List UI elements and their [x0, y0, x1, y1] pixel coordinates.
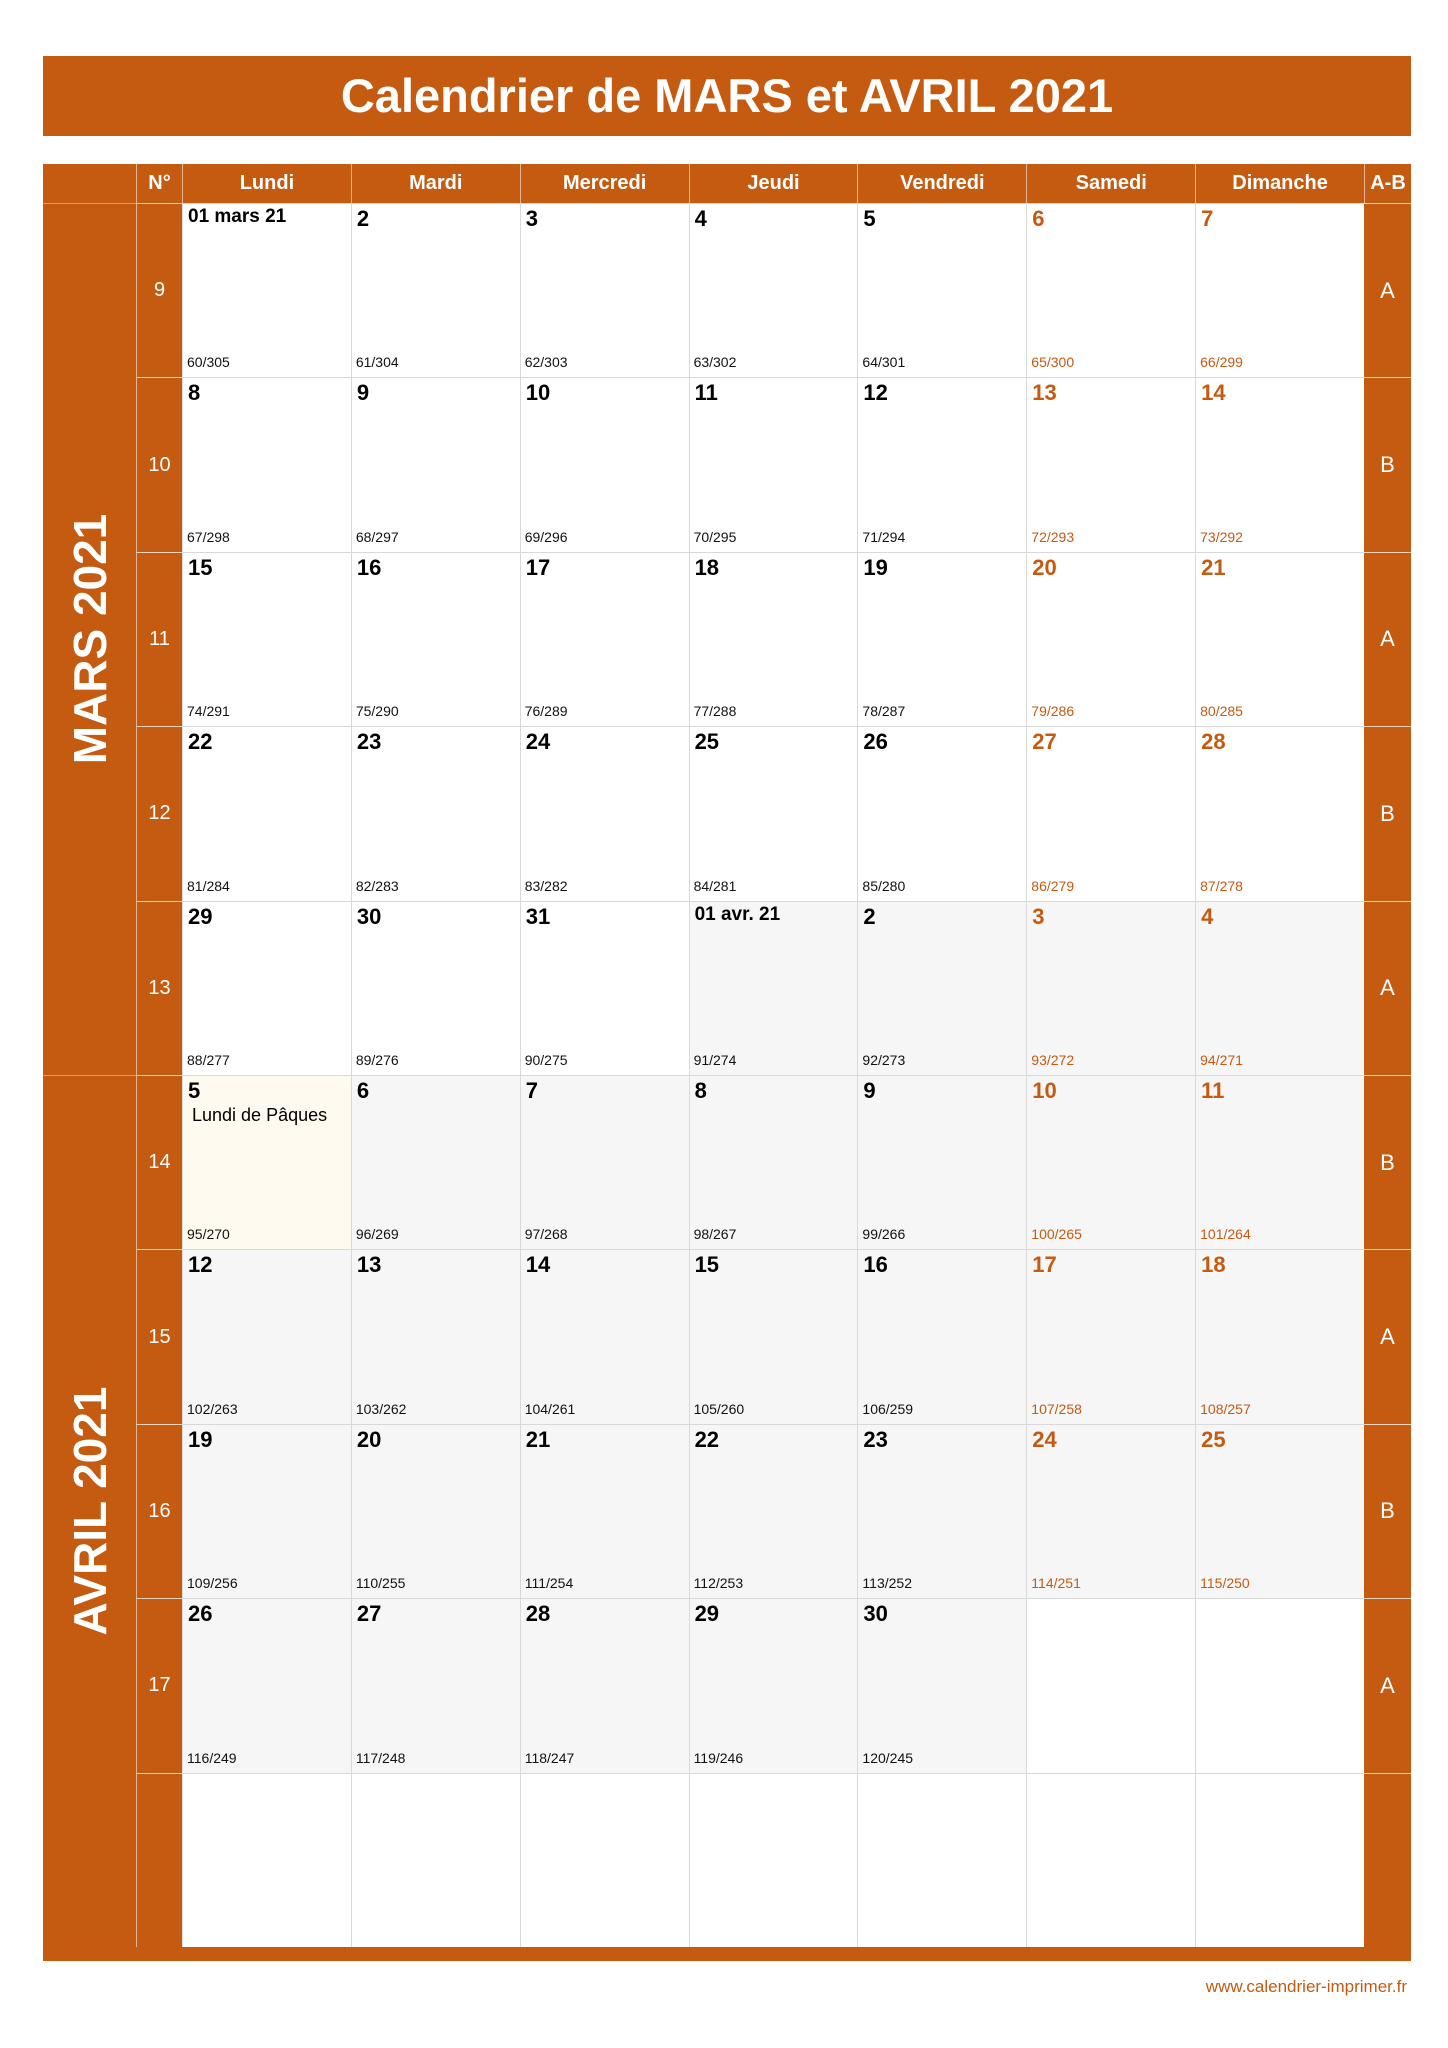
day-of-year-label: 81/284 — [187, 877, 230, 894]
day-cell-empty — [351, 1773, 520, 1947]
day-cell — [1026, 552, 1195, 726]
day-cell — [520, 1249, 689, 1423]
day-of-year-label: 63/302 — [693, 354, 737, 371]
day-of-year-label: 68/297 — [355, 528, 399, 545]
day-cell — [689, 1424, 858, 1598]
day-cell — [857, 1598, 1026, 1772]
day-of-year-label: 109/256 — [187, 1575, 238, 1592]
day-number: 6 — [356, 1077, 370, 1103]
day-of-year-label: 118/247 — [524, 1749, 575, 1766]
day-number: 10 — [525, 380, 551, 406]
day-cell — [1026, 901, 1195, 1075]
day-number: 14 — [1201, 380, 1226, 406]
day-of-year-label: 104/261 — [524, 1400, 576, 1417]
day-number: 20 — [356, 1426, 382, 1452]
header-mardi: Mardi — [351, 164, 520, 203]
day-number: 16 — [863, 1252, 888, 1278]
header-week-number: N° — [136, 164, 182, 203]
month-block-avril — [43, 1075, 136, 1947]
day-cell — [689, 1075, 858, 1249]
day-of-year-label: 72/293 — [1031, 528, 1075, 545]
bottom-strip — [43, 1947, 1411, 1961]
month-label: AVRIL 2021 — [63, 1387, 116, 1636]
day-number: 12 — [188, 1252, 213, 1278]
week-number: 10 — [136, 377, 182, 551]
day-of-year-label: 75/290 — [355, 703, 399, 720]
day-of-year-label: 85/280 — [862, 877, 906, 894]
day-cell — [857, 552, 1026, 726]
day-cell — [520, 726, 689, 900]
day-cell — [857, 1249, 1026, 1423]
day-of-year-label: 96/269 — [355, 1226, 399, 1243]
week-ab-label: A — [1364, 203, 1411, 377]
day-number: 4 — [1201, 903, 1214, 929]
day-number: 25 — [694, 729, 720, 755]
day-cell-empty — [520, 1773, 689, 1947]
day-number: 25 — [1201, 1426, 1226, 1452]
day-of-year-label: 83/282 — [524, 877, 568, 894]
day-of-year-label: 66/299 — [1200, 354, 1243, 371]
day-of-year-label: 102/263 — [187, 1400, 238, 1417]
week-ab-label: B — [1364, 1075, 1411, 1249]
day-cell — [351, 1598, 520, 1772]
day-cell — [1195, 377, 1364, 551]
day-of-year-label: 114/251 — [1031, 1575, 1081, 1592]
week-number: 17 — [136, 1598, 182, 1772]
day-number: 21 — [1201, 554, 1226, 580]
holiday-label: Lundi de Pâques — [192, 1104, 328, 1125]
day-of-year-label: 87/278 — [1200, 877, 1243, 894]
day-of-year-label: 62/303 — [524, 354, 568, 371]
day-of-year-label: 93/272 — [1031, 1051, 1075, 1068]
day-of-year-label: 91/274 — [693, 1051, 737, 1068]
day-cell — [1026, 1249, 1195, 1423]
footer-url: www.calendrier-imprimer.fr — [1205, 1977, 1407, 1996]
month-label: MARS 2021 — [63, 514, 116, 765]
day-cell — [182, 726, 351, 900]
day-number: 31 — [525, 903, 551, 929]
day-cell — [1195, 1249, 1364, 1423]
day-of-year-label: 74/291 — [187, 703, 230, 720]
day-cell-empty — [689, 1773, 858, 1947]
day-cell — [1026, 726, 1195, 900]
day-number: 14 — [525, 1252, 551, 1278]
day-cell — [182, 377, 351, 551]
day-number: 29 — [694, 1601, 720, 1627]
day-number: 15 — [188, 554, 213, 580]
header-dimanche: Dimanche — [1195, 164, 1364, 203]
day-of-year-label: 111/254 — [524, 1575, 574, 1592]
week-ab-label: A — [1364, 552, 1411, 726]
header-corner — [43, 164, 136, 203]
day-of-year-label: 106/259 — [862, 1400, 914, 1417]
day-cell — [1195, 552, 1364, 726]
day-number: 5 — [188, 1077, 201, 1103]
week-number: 13 — [136, 901, 182, 1075]
week-ab-label-empty — [1364, 1773, 1411, 1947]
day-number: 28 — [1201, 729, 1226, 755]
day-of-year-label: 60/305 — [187, 354, 230, 371]
calendar-grid — [43, 164, 1411, 1947]
day-number: 17 — [1032, 1252, 1057, 1278]
day-number: 18 — [694, 554, 720, 580]
day-of-year-label: 92/273 — [862, 1051, 906, 1068]
day-of-year-label: 98/267 — [693, 1226, 737, 1243]
day-number: 11 — [694, 380, 718, 406]
day-cell — [520, 552, 689, 726]
day-cell-empty — [857, 1773, 1026, 1947]
day-of-year-label: 101/264 — [1200, 1226, 1251, 1243]
day-cell — [182, 552, 351, 726]
day-number: 28 — [525, 1601, 551, 1627]
day-number: 3 — [1032, 903, 1045, 929]
week-number: 9 — [136, 203, 182, 377]
day-cell — [857, 726, 1026, 900]
day-cell-empty — [1195, 1773, 1364, 1947]
day-of-year-label: 117/248 — [355, 1749, 406, 1766]
day-number: 27 — [1032, 729, 1057, 755]
day-cell-empty — [182, 1773, 351, 1947]
day-cell — [520, 377, 689, 551]
week-ab-label: B — [1364, 726, 1411, 900]
week-ab-label: B — [1364, 377, 1411, 551]
day-of-year-label: 69/296 — [524, 528, 568, 545]
day-of-year-label: 107/258 — [1031, 1400, 1082, 1417]
week-number-empty — [136, 1773, 182, 1947]
day-cell — [520, 1424, 689, 1598]
day-of-year-label: 90/275 — [524, 1051, 568, 1068]
day-cell — [689, 901, 858, 1075]
day-of-year-label: 113/252 — [862, 1575, 912, 1592]
day-of-year-label: 89/276 — [355, 1051, 399, 1068]
day-number: 22 — [694, 1426, 720, 1452]
day-cell — [182, 1249, 351, 1423]
day-of-year-label: 73/292 — [1200, 528, 1243, 545]
day-number: 12 — [863, 380, 888, 406]
day-cell — [689, 552, 858, 726]
day-of-year-label: 105/260 — [693, 1400, 745, 1417]
week-number: 15 — [136, 1249, 182, 1423]
day-cell — [351, 901, 520, 1075]
day-of-year-label: 94/271 — [1200, 1051, 1243, 1068]
day-of-year-label: 64/301 — [862, 354, 906, 371]
month-block-mars — [43, 203, 136, 1075]
day-number: 18 — [1201, 1252, 1226, 1278]
day-of-year-label: 78/287 — [862, 703, 906, 720]
week-ab-label: A — [1364, 1249, 1411, 1423]
day-number: 7 — [525, 1077, 538, 1103]
day-of-year-label: 71/294 — [862, 528, 906, 545]
day-of-year-label: 77/288 — [693, 703, 737, 720]
day-of-year-label: 67/298 — [187, 528, 230, 545]
week-ab-label: B — [1364, 1424, 1411, 1598]
day-cell — [1195, 1424, 1364, 1598]
day-number: 20 — [1032, 554, 1057, 580]
day-cell — [1026, 377, 1195, 551]
day-of-year-label: 120/245 — [862, 1749, 914, 1766]
day-number: 01 avr. 21 — [694, 903, 781, 925]
day-number: 16 — [356, 554, 382, 580]
day-cell — [689, 377, 858, 551]
day-cell — [351, 1424, 520, 1598]
header-vendredi: Vendredi — [857, 164, 1026, 203]
day-cell — [520, 901, 689, 1075]
day-number: 5 — [863, 206, 876, 231]
week-number: 14 — [136, 1075, 182, 1249]
header-samedi: Samedi — [1026, 164, 1195, 203]
day-cell — [857, 377, 1026, 551]
day-number: 19 — [863, 554, 888, 580]
day-number: 7 — [1201, 206, 1214, 231]
day-cell — [857, 1075, 1026, 1249]
day-cell — [182, 203, 351, 377]
day-number: 9 — [863, 1077, 876, 1103]
day-of-year-label: 80/285 — [1200, 703, 1243, 720]
day-of-year-label: 103/262 — [355, 1400, 407, 1417]
day-cell — [351, 726, 520, 900]
day-number: 13 — [1032, 380, 1057, 406]
day-cell — [351, 552, 520, 726]
day-of-year-label: 70/295 — [693, 528, 737, 545]
day-cell — [182, 1424, 351, 1598]
week-number: 16 — [136, 1424, 182, 1598]
day-of-year-label: 82/283 — [355, 877, 399, 894]
day-cell — [1026, 1424, 1195, 1598]
day-number: 13 — [356, 1252, 382, 1278]
day-cell — [520, 203, 689, 377]
day-of-year-label: 110/255 — [355, 1575, 406, 1592]
day-cell — [351, 1075, 520, 1249]
day-number: 19 — [188, 1426, 213, 1452]
day-cell — [689, 1249, 858, 1423]
day-number: 24 — [1032, 1426, 1057, 1452]
day-of-year-label: 61/304 — [355, 354, 399, 371]
day-cell-empty — [1026, 1773, 1195, 1947]
week-ab-label: A — [1364, 1598, 1411, 1772]
day-number: 24 — [525, 729, 551, 755]
day-number: 29 — [188, 903, 213, 929]
day-number: 9 — [356, 380, 370, 406]
day-number: 11 — [1201, 1077, 1225, 1103]
day-number: 23 — [356, 729, 382, 755]
day-number: 3 — [525, 206, 538, 231]
day-number: 8 — [188, 380, 201, 406]
week-ab-label: A — [1364, 901, 1411, 1075]
day-of-year-label: 108/257 — [1200, 1400, 1251, 1417]
day-cell-empty — [1026, 1598, 1195, 1772]
day-of-year-label: 76/289 — [524, 703, 568, 720]
day-number: 01 mars 21 — [188, 206, 287, 227]
day-number: 10 — [1032, 1077, 1057, 1103]
day-of-year-label: 65/300 — [1031, 354, 1075, 371]
day-of-year-label: 88/277 — [187, 1051, 230, 1068]
day-number: 6 — [1032, 206, 1045, 231]
day-of-year-label: 84/281 — [693, 877, 737, 894]
day-number: 2 — [356, 206, 370, 231]
day-number: 26 — [863, 729, 888, 755]
day-number: 17 — [525, 554, 551, 580]
day-cell — [351, 377, 520, 551]
day-cell — [857, 203, 1026, 377]
week-number: 11 — [136, 552, 182, 726]
day-cell — [857, 1424, 1026, 1598]
day-number: 26 — [188, 1601, 213, 1627]
day-cell — [689, 203, 858, 377]
day-cell — [351, 1249, 520, 1423]
day-cell — [1195, 726, 1364, 900]
day-number: 22 — [188, 729, 213, 755]
day-cell — [857, 901, 1026, 1075]
day-of-year-label: 79/286 — [1031, 703, 1075, 720]
day-cell — [520, 1075, 689, 1249]
day-cell — [182, 901, 351, 1075]
day-number: 23 — [863, 1426, 888, 1452]
page-title: Calendrier de MARS et AVRIL 2021 — [43, 56, 1411, 136]
day-of-year-label: 99/266 — [862, 1226, 906, 1243]
day-cell — [689, 1598, 858, 1772]
day-cell — [182, 1598, 351, 1772]
day-number: 15 — [694, 1252, 720, 1278]
day-number: 30 — [356, 903, 382, 929]
day-of-year-label: 116/249 — [187, 1749, 237, 1766]
day-cell-holiday — [182, 1075, 351, 1249]
day-of-year-label: 95/270 — [187, 1226, 230, 1243]
day-of-year-label: 112/253 — [693, 1575, 744, 1592]
day-of-year-label: 115/250 — [1200, 1575, 1250, 1592]
day-number: 27 — [356, 1601, 382, 1627]
header-mercredi: Mercredi — [520, 164, 689, 203]
day-number: 4 — [694, 206, 707, 231]
day-of-year-label: 97/268 — [524, 1226, 568, 1243]
day-number: 30 — [863, 1601, 888, 1627]
header-lundi: Lundi — [182, 164, 351, 203]
header-jeudi: Jeudi — [689, 164, 858, 203]
day-of-year-label: 86/279 — [1031, 877, 1075, 894]
day-cell — [351, 203, 520, 377]
day-cell — [1195, 1075, 1364, 1249]
day-number: 2 — [863, 903, 876, 929]
header-ab: A-B — [1364, 164, 1411, 203]
day-number: 8 — [694, 1077, 707, 1103]
day-cell — [520, 1598, 689, 1772]
day-cell-empty — [1195, 1598, 1364, 1772]
day-cell — [1195, 203, 1364, 377]
day-number: 21 — [525, 1426, 551, 1452]
day-cell — [689, 726, 858, 900]
week-number: 12 — [136, 726, 182, 900]
day-of-year-label: 119/246 — [693, 1749, 744, 1766]
day-cell — [1195, 901, 1364, 1075]
day-cell — [1026, 1075, 1195, 1249]
day-cell — [1026, 203, 1195, 377]
day-of-year-label: 100/265 — [1031, 1226, 1082, 1243]
